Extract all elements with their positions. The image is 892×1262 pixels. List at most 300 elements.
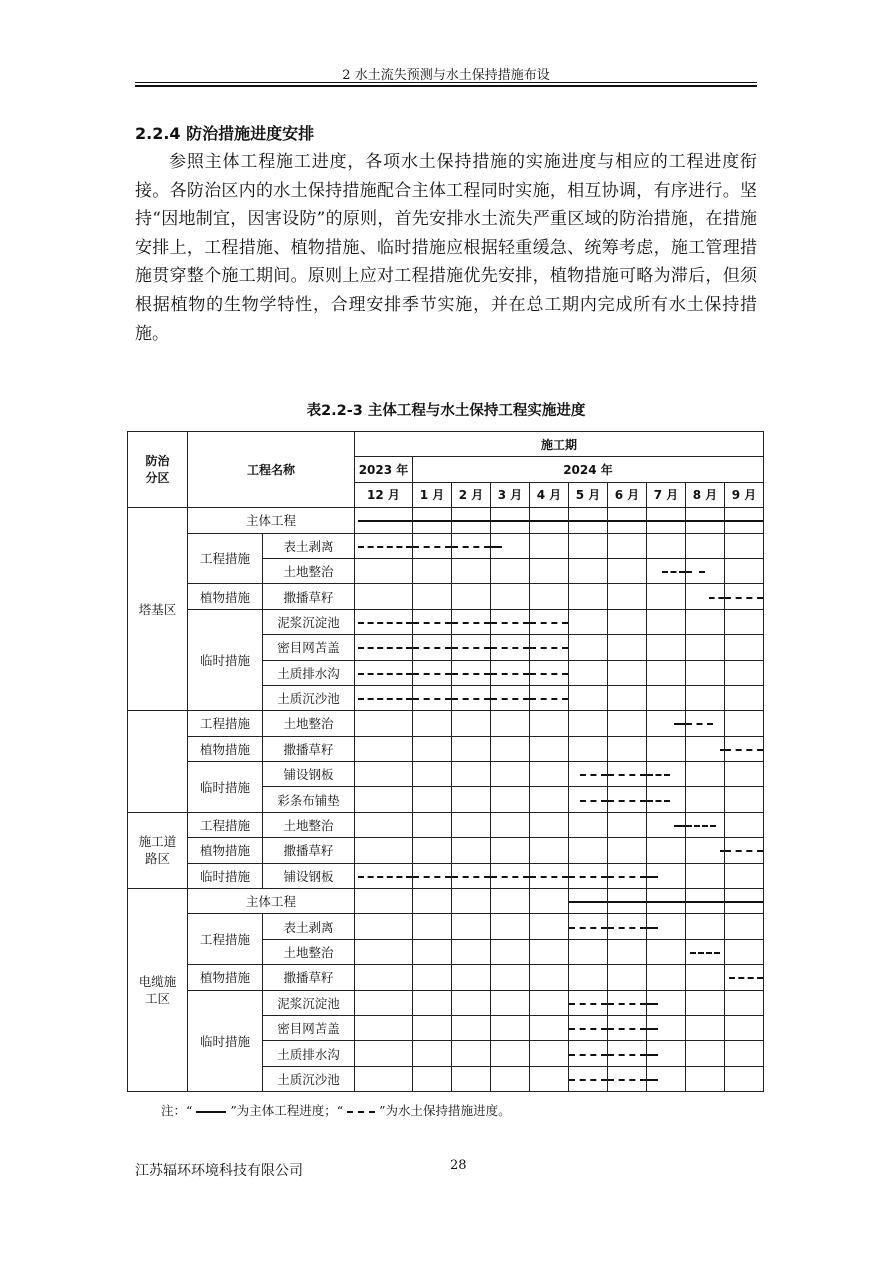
month-cell bbox=[686, 533, 725, 558]
month-cell bbox=[452, 685, 491, 710]
main-progress-bar bbox=[686, 520, 724, 522]
month-cell bbox=[608, 533, 647, 558]
footer-company: 江苏辐环环境科技有限公司 bbox=[135, 1163, 303, 1179]
month-cell bbox=[647, 914, 686, 939]
month-cell bbox=[725, 635, 764, 660]
month-cell bbox=[413, 939, 452, 964]
measure-progress-bar bbox=[647, 774, 670, 776]
month-header: 6 月 bbox=[608, 482, 647, 507]
month-cell bbox=[569, 1015, 608, 1040]
month-cell bbox=[530, 660, 569, 685]
month-cell bbox=[686, 1015, 725, 1040]
month-cell bbox=[608, 609, 647, 634]
measure-progress-bar bbox=[674, 825, 685, 827]
measure-progress-bar bbox=[647, 876, 658, 878]
month-cell bbox=[686, 660, 725, 685]
month-cell bbox=[608, 965, 647, 990]
month-cell bbox=[686, 508, 725, 533]
measure-progress-bar bbox=[452, 546, 490, 548]
month-cell bbox=[491, 660, 530, 685]
item-cell: 土地整治 bbox=[263, 812, 355, 837]
measure-progress-bar bbox=[491, 546, 502, 548]
month-cell bbox=[355, 762, 413, 787]
note-dashed-text: ”为水土保持措施进度。 bbox=[379, 1103, 511, 1118]
measure-progress-bar bbox=[569, 1028, 607, 1030]
month-cell bbox=[725, 609, 764, 634]
schedule-table-body bbox=[128, 508, 764, 1092]
month-cell bbox=[569, 812, 608, 837]
main-progress-bar bbox=[725, 520, 763, 522]
month-cell bbox=[647, 660, 686, 685]
item-cell: 表土剥离 bbox=[263, 533, 355, 558]
month-cell bbox=[686, 838, 725, 863]
category-cell: 临时措施 bbox=[188, 990, 263, 1092]
month-cell bbox=[569, 990, 608, 1015]
category-cell: 工程措施 bbox=[188, 914, 263, 965]
month-cell bbox=[413, 990, 452, 1015]
zone-cell: 塔基区 bbox=[128, 508, 188, 711]
measure-progress-bar bbox=[413, 876, 451, 878]
measure-progress-bar bbox=[491, 673, 529, 675]
category-cell: 工程措施 bbox=[188, 812, 263, 837]
main-progress-bar bbox=[569, 901, 607, 903]
month-cell bbox=[608, 990, 647, 1015]
month-cell bbox=[530, 914, 569, 939]
month-cell bbox=[569, 558, 608, 583]
month-cell bbox=[686, 609, 725, 634]
year-2023-header: 2023 年 bbox=[355, 457, 413, 482]
month-cell bbox=[491, 787, 530, 812]
month-cell bbox=[355, 609, 413, 634]
measure-progress-bar bbox=[530, 622, 568, 624]
month-header: 1 月 bbox=[413, 482, 452, 507]
month-cell bbox=[647, 711, 686, 736]
measure-progress-bar bbox=[569, 927, 607, 929]
category-cell: 临时措施 bbox=[188, 609, 263, 711]
month-cell bbox=[491, 508, 530, 533]
month-cell bbox=[647, 990, 686, 1015]
main-progress-bar bbox=[358, 520, 412, 522]
month-cell bbox=[569, 609, 608, 634]
month-cell bbox=[413, 838, 452, 863]
table-caption: 表2.2-3 主体工程与水土保持工程实施进度 bbox=[306, 403, 586, 419]
month-cell bbox=[530, 584, 569, 609]
month-cell bbox=[452, 711, 491, 736]
month-cell bbox=[608, 508, 647, 533]
month-cell bbox=[725, 787, 764, 812]
measure-progress-bar bbox=[686, 571, 705, 573]
month-cell bbox=[647, 889, 686, 914]
month-cell bbox=[530, 762, 569, 787]
table-row bbox=[128, 965, 764, 990]
measure-progress-bar bbox=[647, 800, 670, 802]
measure-progress-bar bbox=[530, 647, 568, 649]
month-cell bbox=[569, 787, 608, 812]
month-cell bbox=[355, 508, 413, 533]
main-progress-bar bbox=[725, 901, 763, 903]
measure-progress-bar bbox=[491, 876, 529, 878]
category-cell: 植物措施 bbox=[188, 965, 263, 990]
header-rule-thin bbox=[135, 82, 757, 83]
month-cell bbox=[725, 1041, 764, 1066]
zone-cell bbox=[128, 711, 188, 813]
measure-progress-bar bbox=[662, 571, 685, 573]
solid-line-legend-icon bbox=[196, 1111, 226, 1113]
month-cell bbox=[725, 762, 764, 787]
month-cell bbox=[725, 990, 764, 1015]
month-cell bbox=[530, 1015, 569, 1040]
month-cell bbox=[569, 914, 608, 939]
month-cell bbox=[686, 584, 725, 609]
measure-progress-bar bbox=[569, 1054, 607, 1056]
year-2024-header: 2024 年 bbox=[413, 457, 764, 482]
measure-progress-bar bbox=[452, 876, 490, 878]
measure-progress-bar bbox=[729, 977, 763, 979]
measure-progress-bar bbox=[413, 546, 451, 548]
table-row bbox=[128, 812, 764, 837]
month-header: 3 月 bbox=[491, 482, 530, 507]
measure-progress-bar bbox=[686, 825, 716, 827]
category-cell: 植物措施 bbox=[188, 584, 263, 609]
month-cell bbox=[491, 939, 530, 964]
month-cell bbox=[647, 1015, 686, 1040]
measure-progress-bar bbox=[647, 1079, 658, 1081]
table-row bbox=[128, 609, 764, 634]
measure-progress-bar bbox=[530, 673, 568, 675]
month-cell bbox=[608, 711, 647, 736]
measure-progress-bar bbox=[358, 622, 412, 624]
month-cell bbox=[491, 990, 530, 1015]
month-cell bbox=[491, 1041, 530, 1066]
month-cell bbox=[452, 1041, 491, 1066]
month-cell bbox=[569, 635, 608, 660]
measure-progress-bar bbox=[608, 1028, 646, 1030]
month-cell bbox=[530, 838, 569, 863]
month-cell bbox=[491, 914, 530, 939]
month-cell bbox=[355, 863, 413, 888]
month-cell bbox=[608, 685, 647, 710]
month-cell bbox=[355, 1041, 413, 1066]
table-row bbox=[128, 736, 764, 761]
measure-progress-bar bbox=[530, 698, 568, 700]
month-cell bbox=[569, 660, 608, 685]
section-heading: 2.2.4 防治措施进度安排 bbox=[135, 124, 315, 143]
measure-progress-bar bbox=[491, 647, 529, 649]
category-cell: 主体工程 bbox=[188, 508, 355, 533]
table-row bbox=[128, 863, 764, 888]
month-cell bbox=[647, 965, 686, 990]
measure-progress-bar bbox=[491, 622, 529, 624]
measure-progress-bar bbox=[358, 546, 412, 548]
measure-progress-bar bbox=[530, 876, 568, 878]
schedule-table bbox=[127, 431, 764, 1092]
measure-progress-bar bbox=[358, 673, 412, 675]
item-cell: 土质排水沟 bbox=[263, 660, 355, 685]
month-cell bbox=[608, 939, 647, 964]
month-cell bbox=[569, 584, 608, 609]
zone-cell: 电缆施工区 bbox=[128, 889, 188, 1092]
month-cell bbox=[725, 863, 764, 888]
month-cell bbox=[569, 965, 608, 990]
table-note bbox=[161, 1101, 511, 1119]
month-cell bbox=[452, 990, 491, 1015]
month-cell bbox=[413, 609, 452, 634]
item-cell: 密目网苫盖 bbox=[263, 1015, 355, 1040]
month-cell bbox=[608, 914, 647, 939]
table-row bbox=[128, 711, 764, 736]
month-cell bbox=[355, 711, 413, 736]
month-cell bbox=[452, 965, 491, 990]
main-progress-bar bbox=[569, 520, 607, 522]
month-cell bbox=[413, 1015, 452, 1040]
month-cell bbox=[452, 889, 491, 914]
schedule-table-head bbox=[128, 432, 764, 508]
month-header: 12 月 bbox=[355, 482, 413, 507]
month-cell bbox=[491, 533, 530, 558]
month-cell bbox=[725, 838, 764, 863]
month-cell bbox=[608, 1041, 647, 1066]
measure-progress-bar bbox=[690, 952, 720, 954]
month-cell bbox=[725, 965, 764, 990]
month-cell bbox=[530, 533, 569, 558]
month-cell bbox=[647, 1041, 686, 1066]
month-cell bbox=[569, 762, 608, 787]
item-cell: 铺设钢板 bbox=[263, 762, 355, 787]
month-cell bbox=[452, 736, 491, 761]
measure-progress-bar bbox=[647, 1028, 658, 1030]
measure-progress-bar bbox=[608, 927, 646, 929]
month-cell bbox=[686, 635, 725, 660]
month-cell bbox=[686, 711, 725, 736]
month-cell bbox=[530, 965, 569, 990]
main-progress-bar bbox=[491, 520, 529, 522]
month-cell bbox=[413, 584, 452, 609]
month-cell bbox=[608, 635, 647, 660]
month-cell bbox=[647, 508, 686, 533]
item-cell: 撒播草籽 bbox=[263, 838, 355, 863]
month-cell bbox=[686, 1066, 725, 1091]
month-cell bbox=[491, 838, 530, 863]
month-cell bbox=[491, 889, 530, 914]
main-progress-bar bbox=[452, 520, 490, 522]
item-cell: 彩条布铺垫 bbox=[263, 787, 355, 812]
category-cell: 主体工程 bbox=[188, 889, 355, 914]
month-cell bbox=[452, 863, 491, 888]
month-cell bbox=[413, 1066, 452, 1091]
category-cell: 临时措施 bbox=[188, 863, 263, 888]
month-cell bbox=[608, 863, 647, 888]
measure-progress-bar bbox=[720, 749, 724, 751]
header-rule-thick bbox=[135, 85, 757, 87]
month-cell bbox=[355, 889, 413, 914]
item-cell: 泥浆沉淀池 bbox=[263, 990, 355, 1015]
month-cell bbox=[413, 812, 452, 837]
main-progress-bar bbox=[608, 901, 646, 903]
note-prefix: 注：“ bbox=[161, 1103, 193, 1118]
month-cell bbox=[686, 685, 725, 710]
measure-progress-bar bbox=[709, 597, 724, 599]
table-row bbox=[128, 762, 764, 787]
month-cell bbox=[647, 787, 686, 812]
month-cell bbox=[608, 660, 647, 685]
month-header: 5 月 bbox=[569, 482, 608, 507]
main-progress-bar bbox=[413, 520, 451, 522]
month-cell bbox=[530, 508, 569, 533]
item-cell: 土地整治 bbox=[263, 711, 355, 736]
month-cell bbox=[355, 939, 413, 964]
item-cell: 铺设钢板 bbox=[263, 863, 355, 888]
month-cell bbox=[452, 635, 491, 660]
month-cell bbox=[725, 584, 764, 609]
measure-progress-bar bbox=[608, 1003, 646, 1005]
category-cell: 工程措施 bbox=[188, 533, 263, 584]
month-cell bbox=[355, 660, 413, 685]
month-cell bbox=[491, 558, 530, 583]
item-cell: 表土剥离 bbox=[263, 914, 355, 939]
measure-progress-bar bbox=[647, 927, 658, 929]
month-cell bbox=[413, 736, 452, 761]
month-cell bbox=[452, 1066, 491, 1091]
measure-progress-bar bbox=[608, 774, 646, 776]
month-cell bbox=[569, 889, 608, 914]
month-cell bbox=[491, 609, 530, 634]
month-cell bbox=[491, 965, 530, 990]
month-cell bbox=[686, 812, 725, 837]
main-progress-bar bbox=[686, 901, 724, 903]
month-cell bbox=[413, 889, 452, 914]
dashed-line-legend-icon bbox=[347, 1111, 375, 1113]
month-cell bbox=[452, 762, 491, 787]
month-cell bbox=[452, 584, 491, 609]
measure-progress-bar bbox=[413, 673, 451, 675]
table-row bbox=[128, 990, 764, 1015]
month-cell bbox=[491, 812, 530, 837]
month-cell bbox=[569, 685, 608, 710]
month-cell bbox=[725, 939, 764, 964]
month-cell bbox=[725, 889, 764, 914]
measure-progress-bar bbox=[608, 876, 646, 878]
month-cell bbox=[608, 1066, 647, 1091]
month-cell bbox=[569, 736, 608, 761]
table-row bbox=[128, 914, 764, 939]
month-cell bbox=[491, 685, 530, 710]
month-cell bbox=[569, 533, 608, 558]
month-cell bbox=[413, 635, 452, 660]
measure-progress-bar bbox=[608, 1079, 646, 1081]
month-cell bbox=[355, 685, 413, 710]
month-cell bbox=[491, 1066, 530, 1091]
month-cell bbox=[686, 787, 725, 812]
month-cell bbox=[530, 939, 569, 964]
measure-progress-bar bbox=[674, 723, 685, 725]
month-cell bbox=[647, 838, 686, 863]
month-cell bbox=[686, 762, 725, 787]
month-cell bbox=[608, 558, 647, 583]
month-cell bbox=[725, 660, 764, 685]
main-progress-bar bbox=[647, 520, 685, 522]
item-cell: 土质排水沟 bbox=[263, 1041, 355, 1066]
measure-progress-bar bbox=[569, 1079, 607, 1081]
month-cell bbox=[569, 863, 608, 888]
table-row bbox=[128, 838, 764, 863]
month-cell bbox=[530, 863, 569, 888]
month-cell bbox=[608, 812, 647, 837]
month-cell bbox=[491, 635, 530, 660]
month-header: 8 月 bbox=[686, 482, 725, 507]
month-cell bbox=[608, 584, 647, 609]
month-cell bbox=[686, 889, 725, 914]
month-cell bbox=[452, 812, 491, 837]
month-cell bbox=[686, 990, 725, 1015]
month-cell bbox=[686, 558, 725, 583]
item-cell: 撒播草籽 bbox=[263, 965, 355, 990]
body-paragraph: 参照主体工程施工进度，各项水土保持措施的实施进度与相应的工程进度衔接。各防治区内的水土保持措施配合主体工程同时实施，相互协调，有序进行。坚持“因地制宜，因害设防”的原则，首先安排水土流失严重区域的防治措施，在措施安排上，工程措施、植物措施、临时措施应根据轻重缓急、统筹考虑，施工管理措施贯穿整个施工期间。原则上应对工程措施优先安排，植物措施可略为滞后，但须根据植物的生物学特性，合理安排季节实施，并在总工期内完成所有水土保持措施。 bbox=[135, 152, 757, 344]
month-cell bbox=[530, 609, 569, 634]
month-cell bbox=[725, 736, 764, 761]
category-cell: 植物措施 bbox=[188, 838, 263, 863]
month-cell bbox=[530, 812, 569, 837]
measure-progress-bar bbox=[647, 1003, 658, 1005]
item-cell: 土地整治 bbox=[263, 558, 355, 583]
month-cell bbox=[569, 711, 608, 736]
measure-progress-bar bbox=[413, 698, 451, 700]
page-number: 28 bbox=[450, 1158, 467, 1173]
measure-progress-bar bbox=[452, 673, 490, 675]
month-cell bbox=[686, 939, 725, 964]
month-cell bbox=[530, 889, 569, 914]
month-cell bbox=[530, 1066, 569, 1091]
month-cell bbox=[608, 736, 647, 761]
month-cell bbox=[491, 863, 530, 888]
month-cell bbox=[413, 711, 452, 736]
category-cell: 工程措施 bbox=[188, 711, 263, 736]
project-name-header: 工程名称 bbox=[188, 432, 355, 508]
month-cell bbox=[355, 584, 413, 609]
month-cell bbox=[608, 838, 647, 863]
month-cell bbox=[725, 685, 764, 710]
category-cell: 临时措施 bbox=[188, 762, 263, 813]
month-cell bbox=[530, 1041, 569, 1066]
main-progress-bar bbox=[647, 901, 685, 903]
month-cell bbox=[491, 584, 530, 609]
month-cell bbox=[725, 711, 764, 736]
month-cell bbox=[413, 762, 452, 787]
month-header: 2 月 bbox=[452, 482, 491, 507]
month-cell bbox=[686, 1041, 725, 1066]
month-cell bbox=[608, 1015, 647, 1040]
month-cell bbox=[452, 787, 491, 812]
month-cell bbox=[530, 711, 569, 736]
item-cell: 撒播草籽 bbox=[263, 584, 355, 609]
zone-header: 防治分区 bbox=[128, 432, 188, 508]
month-cell bbox=[530, 635, 569, 660]
month-cell bbox=[647, 609, 686, 634]
month-header: 7 月 bbox=[647, 482, 686, 507]
month-cell bbox=[413, 1041, 452, 1066]
month-cell bbox=[355, 965, 413, 990]
measure-progress-bar bbox=[580, 774, 607, 776]
item-cell: 土质沉沙池 bbox=[263, 685, 355, 710]
month-cell bbox=[355, 838, 413, 863]
month-cell bbox=[686, 736, 725, 761]
measure-progress-bar bbox=[358, 698, 412, 700]
main-progress-bar bbox=[608, 520, 646, 522]
measure-progress-bar bbox=[725, 850, 763, 852]
zone-cell: 施工道路区 bbox=[128, 812, 188, 888]
month-cell bbox=[452, 533, 491, 558]
month-cell bbox=[530, 558, 569, 583]
month-cell bbox=[530, 787, 569, 812]
